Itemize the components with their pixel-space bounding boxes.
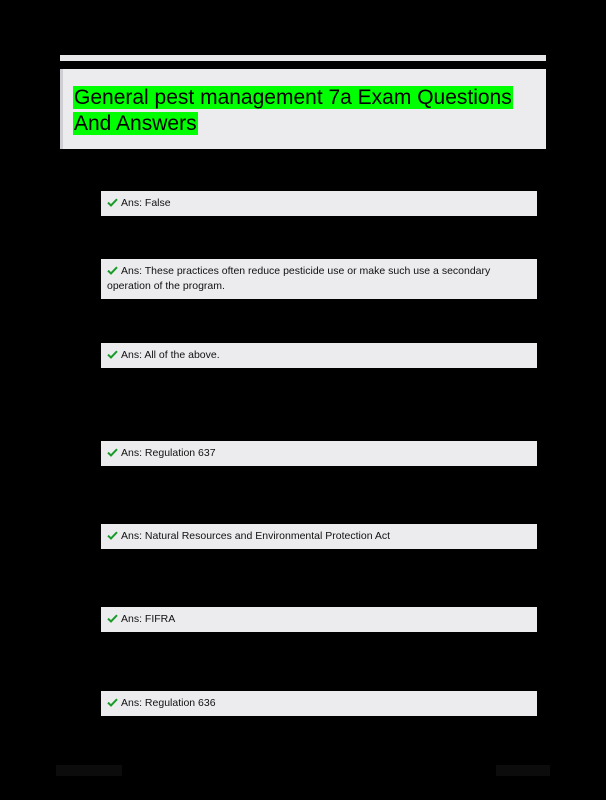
check-icon: [107, 614, 118, 623]
check-icon: [107, 198, 118, 207]
answer-box-1: [101, 191, 537, 216]
answer-text-2: Ans: These practices often reduce pesticide use or make such use a secondary operation of the program.: [107, 265, 491, 292]
answer-text-7: Ans: Regulation 636: [121, 697, 216, 709]
answer-box-7: [101, 691, 537, 716]
answer-text-5: Ans: Natural Resources and Environmental Protection Act: [121, 530, 391, 542]
page-title: [73, 85, 533, 137]
footer-right-redacted: [496, 765, 550, 776]
check-icon: [107, 531, 118, 540]
answer-text-6: Ans: FIFRA: [121, 613, 176, 625]
answer-text-1: Ans: False: [121, 197, 171, 209]
title-box: [60, 69, 546, 149]
answer-text-4: Ans: Regulation 637: [121, 447, 216, 459]
answer-box-6: [101, 607, 537, 632]
footer-left-redacted: [56, 765, 122, 776]
header-rule: [60, 55, 546, 61]
check-icon: [107, 266, 118, 275]
check-icon: [107, 448, 118, 457]
answer-box-3: [101, 343, 537, 368]
answer-box-2: [101, 259, 537, 299]
check-icon: [107, 698, 118, 707]
check-icon: [107, 350, 118, 359]
answer-box-4: [101, 441, 537, 466]
page-title-text: General pest management 7a Exam Questions And Answers: [74, 86, 512, 135]
answer-box-5: [101, 524, 537, 549]
answer-text-3: Ans: All of the above.: [121, 349, 220, 361]
